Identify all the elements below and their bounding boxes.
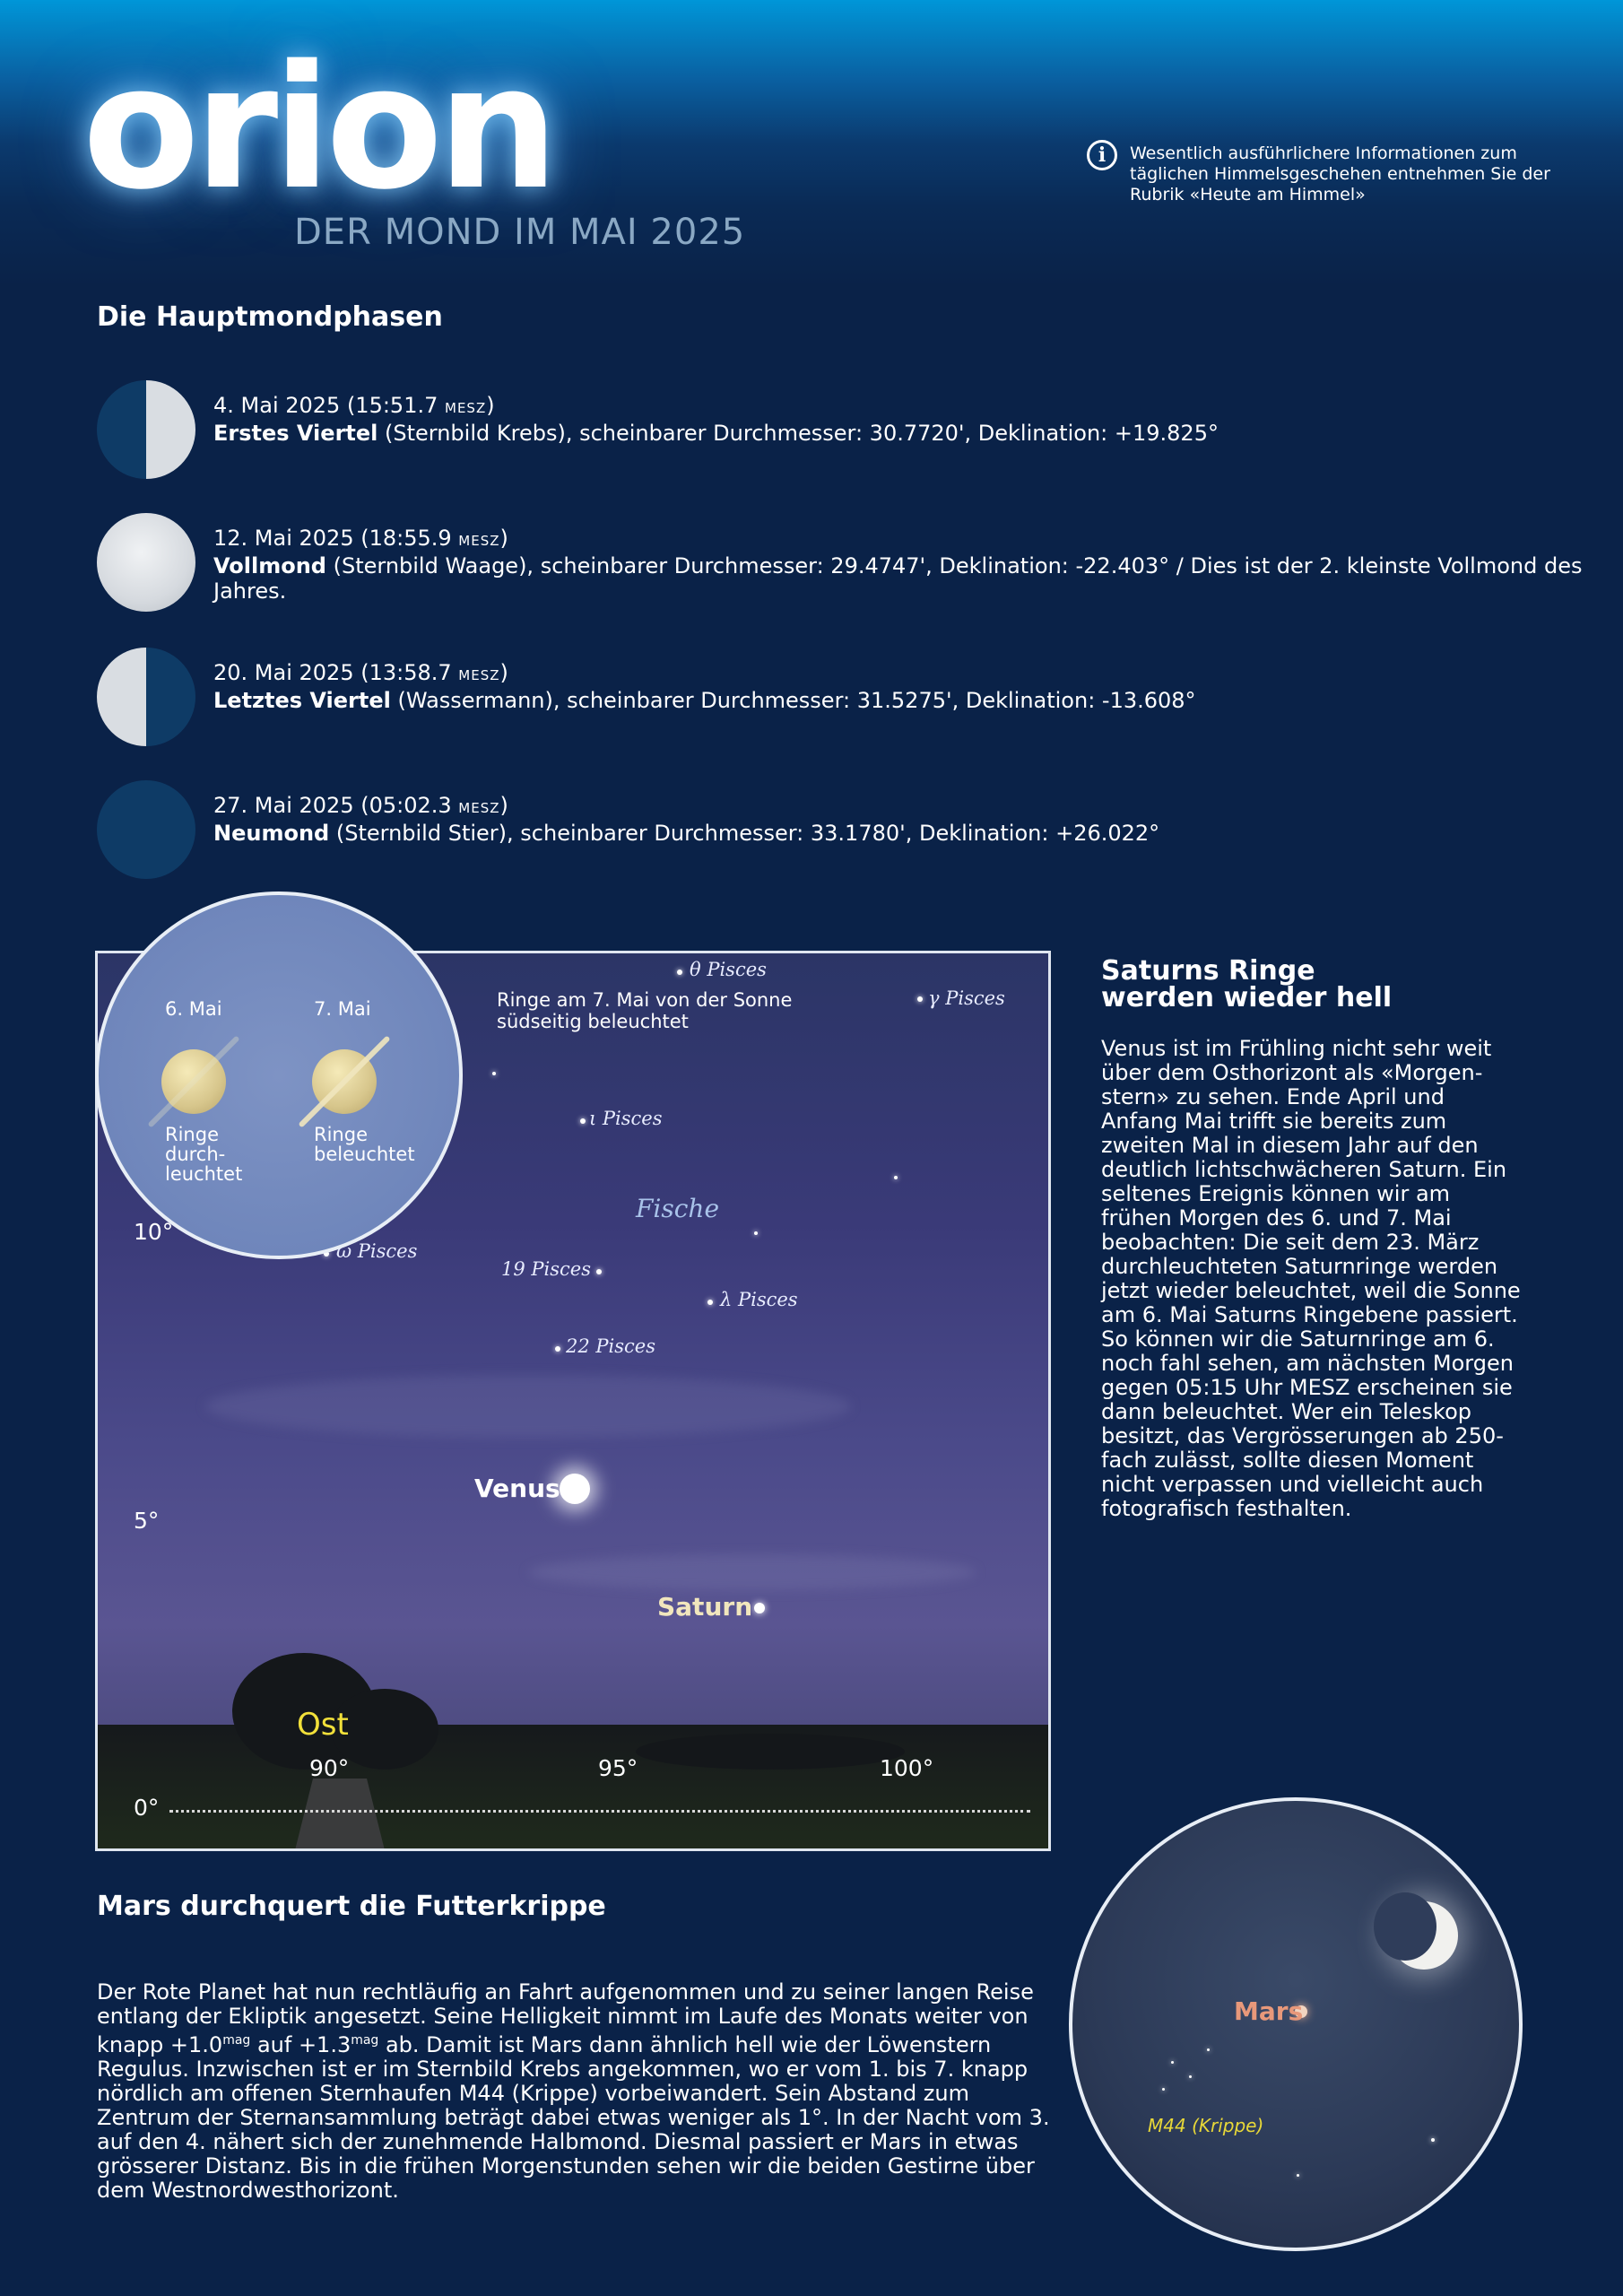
altitude-5-label: 5° [134,1508,160,1534]
venus-icon [560,1474,590,1504]
star [492,1072,496,1075]
phase-tz: MESZ [458,800,500,816]
inset-day1: 6. Mai [165,998,222,1020]
m44-label: M44 (Krippe) [1148,2115,1264,2136]
rings-note: Ringe am 7. Mai von der Sonne südseitig beleuchtet [497,989,793,1032]
inset-label2: Ringe beleuchtet [314,1124,415,1165]
phase-paren: ) [499,660,508,685]
mars-chart [1069,1797,1523,2251]
phase-name: Erstes Viertel [213,421,378,446]
star-theta [677,970,682,975]
moon-last-quarter-icon [97,648,195,746]
phase-paren: ) [499,526,508,551]
star [1431,2138,1435,2142]
star [1171,2061,1174,2064]
orion-logo: orion [82,29,554,227]
star [1162,2088,1165,2091]
horizon-treeline [98,1725,1051,1850]
horizon-line [169,1810,1030,1813]
moon-new-icon [97,780,195,879]
label-iota: ι Pisces [589,1108,663,1129]
star-22 [555,1346,560,1352]
moon-first-quarter-icon [97,380,195,479]
phase-tz: MESZ [445,400,487,416]
label-22: 22 Pisces [566,1335,655,1357]
phase-tz: MESZ [458,667,500,683]
constellation-label: Fische [636,1194,720,1223]
inset-label1: Ringe durch- leuchtet [165,1124,243,1185]
phase-date: 20. Mai 2025 (13:58.7 [213,660,452,685]
phases-title: Die Hauptmondphasen [97,301,443,333]
mars-body-part: Der Rote Planet hat nun rechtläufig an Fahrt aufgenommen und zu seiner langen Reise entlang der Ekliptik angesetzt. Seine Helligkeit nimmt im Laufe des Monats weiter von knapp +1.0 [97,1979,1034,2057]
azimuth-90-label: 90° [309,1755,350,1781]
phase-tz: MESZ [458,533,500,549]
label-omega: ω Pisces [336,1240,418,1262]
phase-details: (Sternbild Stier), scheinbarer Durchmesser: 33.1780', Deklination: +26.022° [329,821,1160,846]
moon-full-icon [97,513,195,612]
star-iota [580,1118,586,1124]
star [754,1231,758,1235]
phase-paren: ) [499,793,508,818]
star [1189,2075,1192,2078]
label-gamma: γ Pisces [928,987,1005,1009]
tree-icon [636,1734,905,1770]
phase-full-moon [97,513,1583,613]
star [1207,2048,1210,2051]
phase-date: 27. Mai 2025 (05:02.3 [213,793,452,818]
inset-day2: 7. Mai [314,998,371,1020]
saturn-inset [95,891,463,1259]
phase-text [213,393,1612,446]
label-lambda: λ Pisces [720,1289,798,1310]
mars-article-title: Mars durchquert die Futterkrippe [97,1891,606,1922]
star-gamma [917,996,923,1002]
east-label: Ost [297,1707,349,1743]
star [1297,2174,1299,2177]
phase-text [213,526,1612,604]
saturn-icon [754,1603,765,1613]
mars-label: Mars [1234,1996,1304,2026]
azimuth-95-label: 95° [598,1755,638,1781]
altitude-10-label: 10° [134,1219,174,1245]
azimuth-100-label: 100° [880,1755,934,1781]
phase-name: Letztes Viertel [213,688,391,713]
info-icon: i [1087,140,1117,170]
phase-name: Vollmond [213,553,326,578]
altitude-0-label: 0° [134,1795,160,1821]
phase-text [213,793,1612,846]
star [894,1176,898,1179]
star-lambda [707,1300,713,1305]
mars-body-part: auf +1.3 [250,2032,352,2057]
saturn-article-title: Saturns Ringe werden wieder hell [1101,955,1393,1013]
mag-sup: mag [351,2033,379,2048]
page-subtitle: DER MOND IM MAI 2025 [294,212,746,253]
phase-date: 4. Mai 2025 (15:51.7 [213,393,438,418]
venus-label: Venus [474,1474,560,1503]
label-theta: θ Pisces [690,959,767,980]
phase-details: (Sternbild Krebs), scheinbarer Durchmesser: 30.7720', Deklination: +19.825° [378,421,1219,446]
phase-first-quarter [97,380,1532,481]
phase-details: (Wassermann), scheinbarer Durchmesser: 31.5275', Deklination: -13.608° [390,688,1196,713]
phase-last-quarter [97,648,1532,748]
mars-article-body [97,1980,1056,2203]
saturn-article-body: Venus ist im Frühling nicht sehr weit über dem Osthorizont als «Morgen-stern» zu sehen. Ende April und Anfang Mai trifft sie bereits zum zweiten Mal in diesem Jahr auf den deutlich lichtschwächeren Saturn. Ein seltenes Ereignis können wir am frühen Morgen des 6. und 7. Mai beobachten: Die seit dem 23. März durchleuchteten Saturnringe werden jetzt wieder beleuchtet, weil die Sonne am 6. Mai Saturns Ringebene passiert. So können wir die Saturnringe am 6. noch fahl sehen, am nächsten Morgen gegen 05:15 Uhr MESZ erscheinen sie dann beleuchtet. Wer ein Teleskop besitzt, das Vergrösserungen ab 250-fach zulässt, sollte diesen Moment nicht verpassen und vielleicht auch fotografisch festhalten. [1101,1036,1521,1521]
star-19 [596,1269,602,1274]
phase-new-moon [97,780,1532,881]
mag-sup: mag [222,2033,251,2048]
phase-name: Neumond [213,821,330,846]
phase-date: 12. Mai 2025 (18:55.9 [213,526,452,551]
moon-shadow [1374,1892,1436,1961]
mars-body-part: ab. Damit ist Mars dann ähnlich hell wie der Löwenstern Regulus. Inzwischen ist er im Sternbild Krebs angekommen, wo er vom 1. bis 7. knapp nördlich am offenen Sternhaufen M44 (Krippe) vorbeiwandert. Sein Abstand zum Zentrum der Sternansammlung beträgt dabei etwas weniger als 1°. In der Nacht vom 3. auf den 4. nähert sich der zunehmende Halbmond. Diesmal passiert er Mars in etwas grösserer Distanz. Bis in die frühen Morgenstunden sehen wir die beiden Gestirne über dem Westnordwesthorizont. [97,2032,1050,2203]
saturn-label: Saturn [657,1592,753,1622]
phase-paren: ) [486,393,495,418]
phase-details: (Sternbild Waage), scheinbarer Durchmesser: 29.4747', Deklination: -22.403° / Dies ist der 2. kleinste Vollmond des Jahres. [213,553,1583,604]
label-19: 19 Pisces [501,1258,591,1280]
phase-text [213,660,1612,713]
info-text: Wesentlich ausführlichere Informationen zum täglichen Himmelsgeschehen entnehmen Sie der Rubrik «Heute am Himmel» [1130,144,1550,204]
